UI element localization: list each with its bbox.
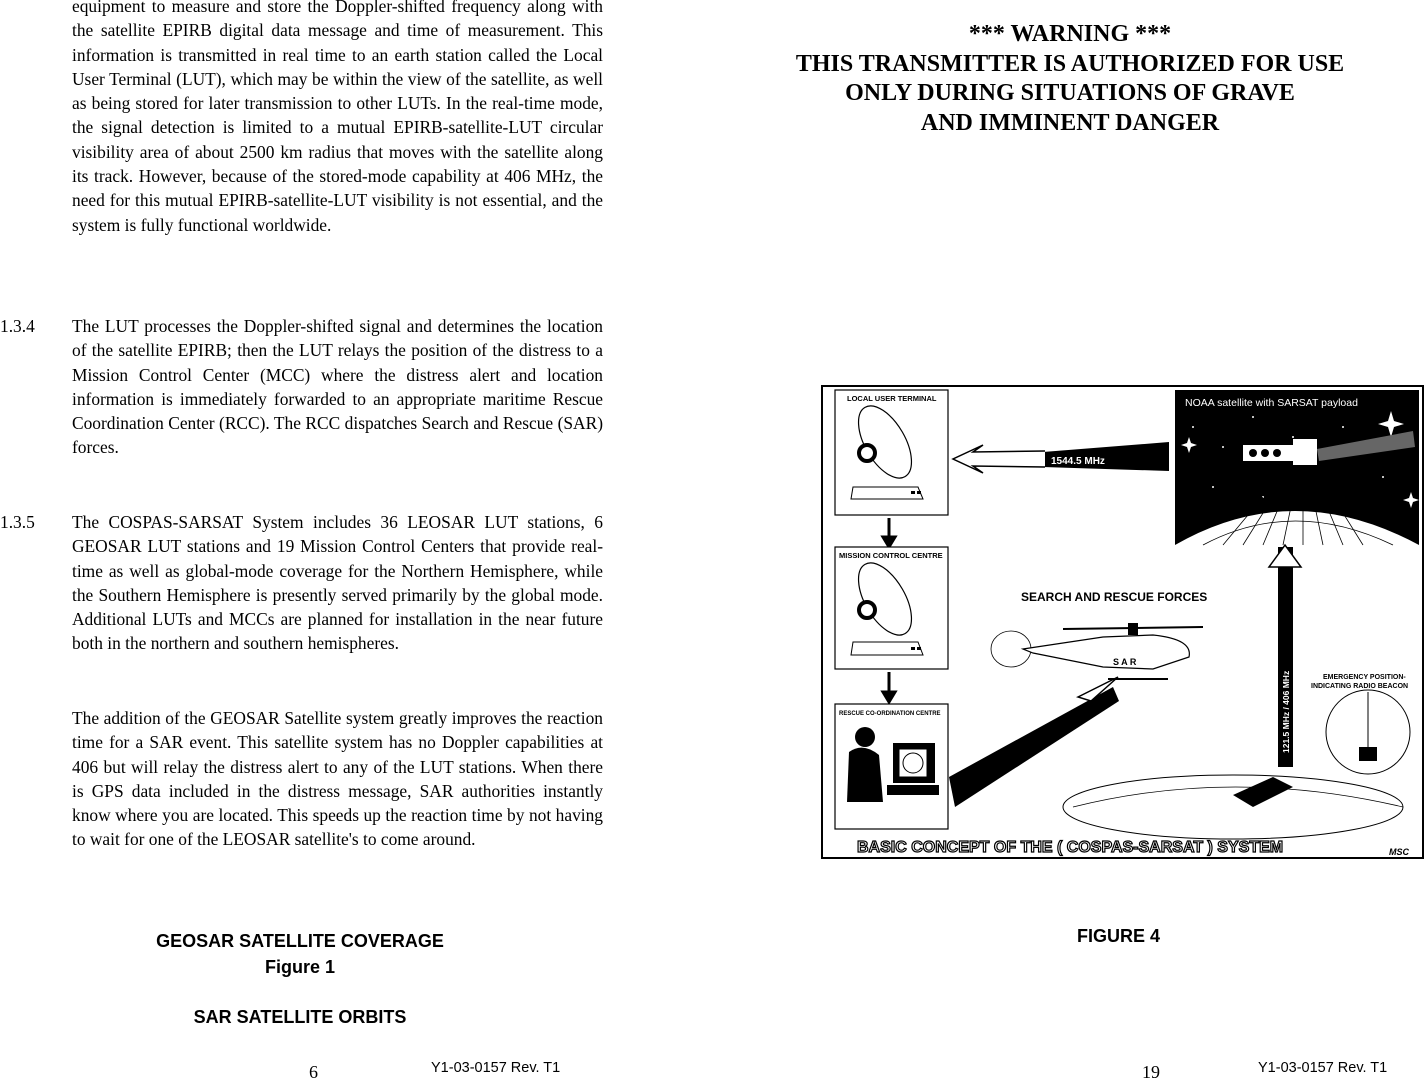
sar-forces-label: SEARCH AND RESCUE FORCES xyxy=(1021,590,1208,604)
lut-to-mcc-arrow xyxy=(883,518,895,547)
left-doc-id: Y1-03-0157 Rev. T1 xyxy=(431,1060,561,1076)
beacon-label-line-1: EMERGENCY POSITION- xyxy=(1323,674,1406,681)
diagram-title: BASIC CONCEPT OF THE ( COSPAS-SARSAT ) SYSTEM xyxy=(857,839,1284,856)
mcc-to-rcc-arrow xyxy=(883,672,895,702)
warning-block xyxy=(713,20,1427,138)
section-number-1-3-4: 1.3.4 xyxy=(0,316,35,336)
geosar-caption-title: GEOSAR SATELLITE COVERAGE xyxy=(156,931,444,951)
warning-line-1: *** WARNING *** xyxy=(968,21,1172,47)
uplink-arrowhead xyxy=(1269,545,1301,567)
downlink-frequency-label: 1544.5 MHz xyxy=(1051,456,1105,467)
beacon-icon xyxy=(1326,690,1410,774)
concept-diagram xyxy=(823,387,1422,857)
right-page-number: 19 xyxy=(1142,1062,1160,1082)
warning-line-2: THIS TRANSMITTER IS AUTHORIZED FOR USE xyxy=(795,50,1345,77)
section-number-1-3-5: 1.3.5 xyxy=(0,512,35,532)
geosar-paragraph: The addition of the GEOSAR Satellite system greatly improves the reaction time for a SAR event. This satellite system has no Doppler capabilities at 406 but will relay the distress alert to any of the LUT stations. When there is GPS data included in the distress message, SAR authorities instantly know where you are located. This speeds up the reaction time by not having to wait for one of the LEOSAR satellite's to come around. xyxy=(72,708,603,850)
mcc-label: MISSION CONTROL CENTRE xyxy=(839,551,943,560)
satellite-label: NOAA satellite with SARSAT payload xyxy=(1185,397,1358,409)
ocean-scene xyxy=(1063,775,1403,839)
continuation-paragraph: equipment to measure and store the Doppler-shifted frequency along with the satellite EPIRB digital data message and time of measurement. This information is transmitted in real time to an earth station called the Local User Terminal (LUT), which may be within the view of the satellite, as well as being stored for later transmission to other LUTs. In the real-time mode, the signal detection is limited to a mutual EPIRB-satellite-LUT circular visibility area of about 2500 km radius that moves with the satellite along its track. However, because of the stored-mode capability at 406 MHz, the need for this mutual EPIRB-satellite-LUT visibility is not essential, and the system is fully functional worldwide. xyxy=(72,0,603,235)
rcc-label: RESCUE CO-ORDINATION CENTRE xyxy=(839,711,941,717)
diagram-credit: MSC xyxy=(1389,847,1409,857)
left-page xyxy=(0,0,713,1082)
right-doc-id: Y1-03-0157 Rev. T1 xyxy=(1258,1060,1388,1076)
section-1-3-4-paragraph: The LUT processes the Doppler-shifted signal and determines the location of the satellite EPIRB; then the LUT relays the position of the distress to a Mission Control Center (MCC) where the distress alert and location information is immediately forwarded to an appropriate maritime Rescue Coordination Center (RCC). The RCC dispatches Search and Rescue (SAR) forces. xyxy=(72,316,603,458)
helicopter-marking: S A R xyxy=(1113,657,1137,667)
right-page xyxy=(713,0,1427,1082)
sar-orbits-caption: SAR SATELLITE ORBITS xyxy=(193,1007,407,1027)
downlink-arrow xyxy=(953,445,1045,473)
figure-1-caption: Figure 1 xyxy=(264,957,335,977)
warning-line-3: ONLY DURING SITUATIONS OF GRAVE xyxy=(845,80,1295,106)
figure-4-caption: FIGURE 4 xyxy=(1077,926,1161,946)
warning-line-4: AND IMMINENT DANGER xyxy=(920,109,1220,136)
beacon-label-line-2: INDICATING RADIO BEACON xyxy=(1311,683,1409,690)
lut-label: LOCAL USER TERMINAL xyxy=(847,394,937,403)
uplink-frequency-label: 121.5 MHz / 406 MHz xyxy=(1281,670,1291,753)
left-page-number: 6 xyxy=(309,1062,318,1082)
cospas-sarsat-figure xyxy=(821,385,1424,859)
helicopter-icon xyxy=(991,623,1203,679)
section-1-3-5-paragraph: The COSPAS-SARSAT System includes 36 LEOSAR LUT stations, 6 GEOSAR LUT stations and 19 Mission Control Centers that provide real-time as well as global-mode coverage for the Northern Hemisphere, while the Southern Hemisphere is presently served primarily by the global mode. Additional LUTs and MCCs are planned for installation in the near future both in the northern and southern hemispheres. xyxy=(72,512,603,654)
